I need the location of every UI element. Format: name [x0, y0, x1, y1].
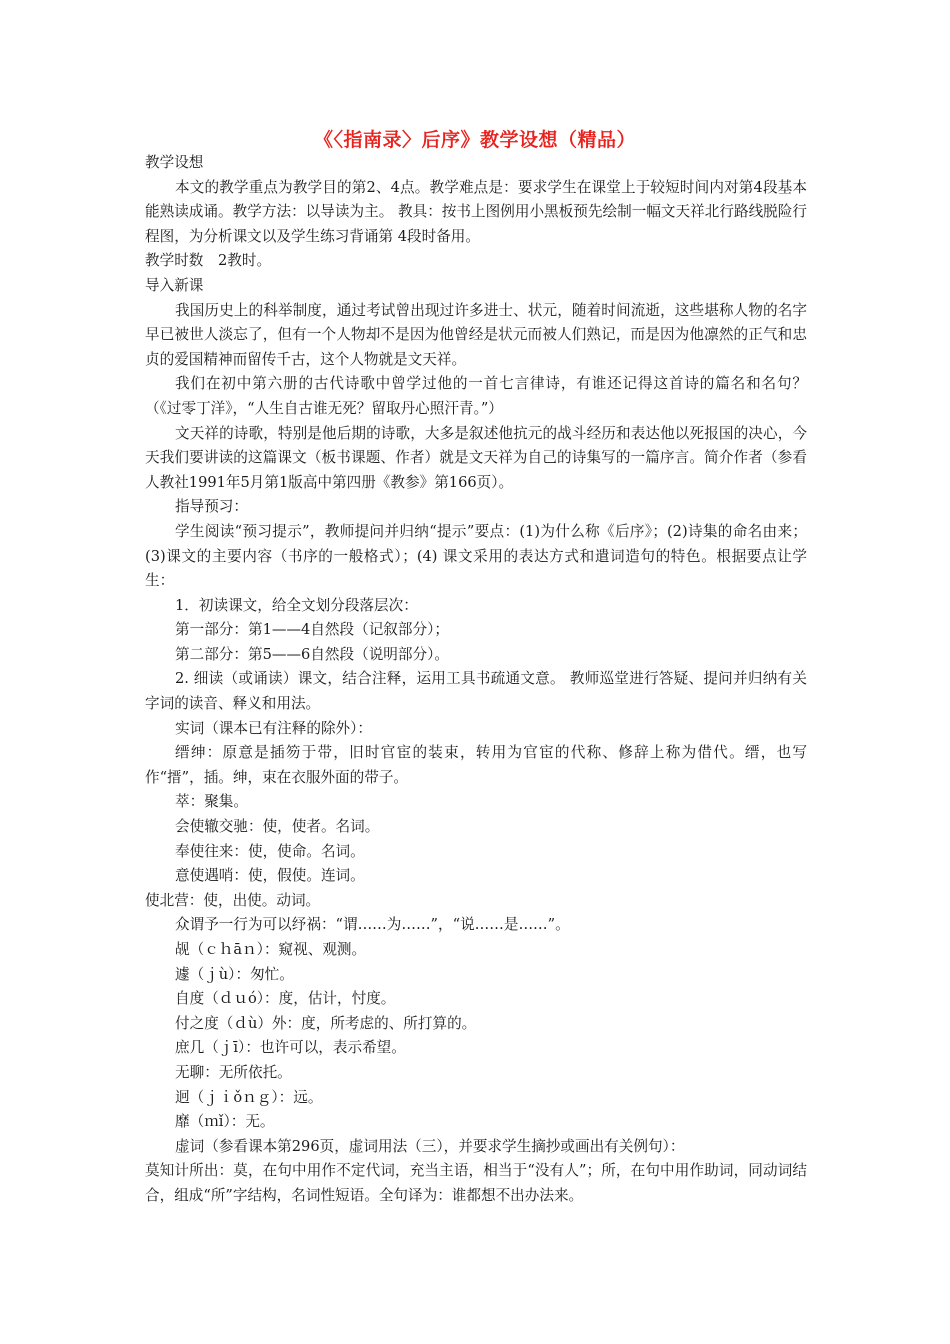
- paragraph: 第一部分：第1——4自然段（记叙部分）；: [175, 621, 449, 639]
- paragraph: 庶几（ｊī）：也许可以，表示希望。: [175, 1039, 406, 1057]
- paragraph: 文天祥的诗歌，特别是他后期的诗歌，大多是叙述他抗元的战斗经历和表达他以死报国的决心，今天我们要讲读的这篇课文（板书课题、作者）就是文天祥为自己的诗集写的一篇序言。简介作者（参看人教社1991年5月第1版高中第四册《教参》第166页）。: [145, 424, 807, 491]
- paragraph: 莫知计所出：莫，在句中用作不定代词，充当主语，相当于“没有人”；所，在句中用作助词，同动词结合，组成“所”字结构，名词性短语。全句译为：谁都想不出办法来。: [145, 1162, 807, 1204]
- paragraph: 觇（ｃｈāｎ）：窥视、观测。: [175, 941, 367, 958]
- paragraph: 缙绅：原意是插笏于带，旧时官宦的装束，转用为官宦的代称、修辞上称为借代。缙，也写作“搢”，插。绅，束在衣服外面的带子。: [145, 744, 807, 786]
- paragraph: 无聊：无所依托。: [175, 1063, 292, 1081]
- paragraph: 靡（ｍǐ）：无。: [175, 1113, 275, 1131]
- paragraph: 指导预习：: [175, 498, 248, 516]
- paragraph: 本文的教学重点为教学目的第2、4点。教学难点是：要求学生在课堂上于较短时间内对第4段基本能熟读成诵。教学方法：以导读为主。 教具：按书上图例用小黑板预先绘制一幅文天祥北行路线脱险行程图，为分析课文以及学生练习背诵第 4段时备用。: [145, 178, 807, 245]
- paragraph: 使北营：使，出使。动词。: [145, 891, 321, 909]
- document-title: 《〈指南录〉后序》教学设想（精品）: [313, 129, 636, 151]
- paragraph: 实词（课本已有注释的除外）：: [175, 719, 373, 737]
- paragraph: 萃：聚集。: [175, 793, 248, 811]
- paragraph: 1．初读课文，给全文划分段落层次：: [175, 596, 418, 614]
- paragraph: 2. 细读（或诵读）课文，结合注释，运用工具书疏通文意。 教师巡堂进行答疑、提问并归纳有关字词的读音、释义和用法。: [145, 670, 807, 713]
- paragraph: 教学时数 2教时。: [145, 252, 272, 270]
- paragraph: 教学设想: [145, 154, 204, 171]
- paragraph: 学生阅读“预习提示”，教师提问并归纳“提示”要点：(1)为什么称《后序》；(2)诗集的命名由来；(3)课文的主要内容（书序的一般格式）；(4) 课文采用的表达方式和遣词造句的特色。根据要点让学生：: [145, 522, 807, 590]
- paragraph: 意使遇哨：使，假使。连词。: [175, 867, 365, 885]
- paragraph: 导入新课: [145, 276, 204, 294]
- paragraph: 我们在初中第六册的古代诗歌中曾学过他的一首七言律诗，有谁还记得这首诗的篇名和名句？（《过零丁洋》，“人生自古谁无死？留取丹心照汗青。”）: [145, 375, 807, 417]
- document-body: [145, 151, 807, 1209]
- paragraph: 迥（ｊｉǒｎｇ）：远。: [175, 1088, 323, 1106]
- paragraph: 遽（ｊù）：匆忙。: [175, 965, 294, 983]
- paragraph: 付之度（ｄù）外：度，所考虑的、所打算的。: [175, 1014, 477, 1032]
- paragraph: 众谓予一行为可以纾祸：“谓……为……”，“说……是……”。: [175, 916, 570, 934]
- paragraph: 我国历史上的科举制度，通过考试曾出现过许多进士、状元，随着时间流逝，这些堪称人物的名字早已被世人淡忘了，但有一个人物却不是因为他曾经是状元而被人们熟记，而是因为他凛然的正气和忠贞的爱国精神而留传千古，这个人物就是文天祥。: [145, 301, 807, 368]
- paragraph: 第二部分：第5——6自然段（说明部分）。: [175, 645, 449, 663]
- paragraph: 自度（ｄｕó）：度，估计，忖度。: [175, 990, 396, 1008]
- paragraph: 虚词（参看课本第296页，虚词用法（三），并要求学生摘抄或画出有关例句）：: [175, 1137, 685, 1155]
- paragraph: 奉使往来：使，使命。名词。: [175, 842, 365, 860]
- paragraph: 会使辙交驰：使，使者。名词。: [175, 818, 380, 836]
